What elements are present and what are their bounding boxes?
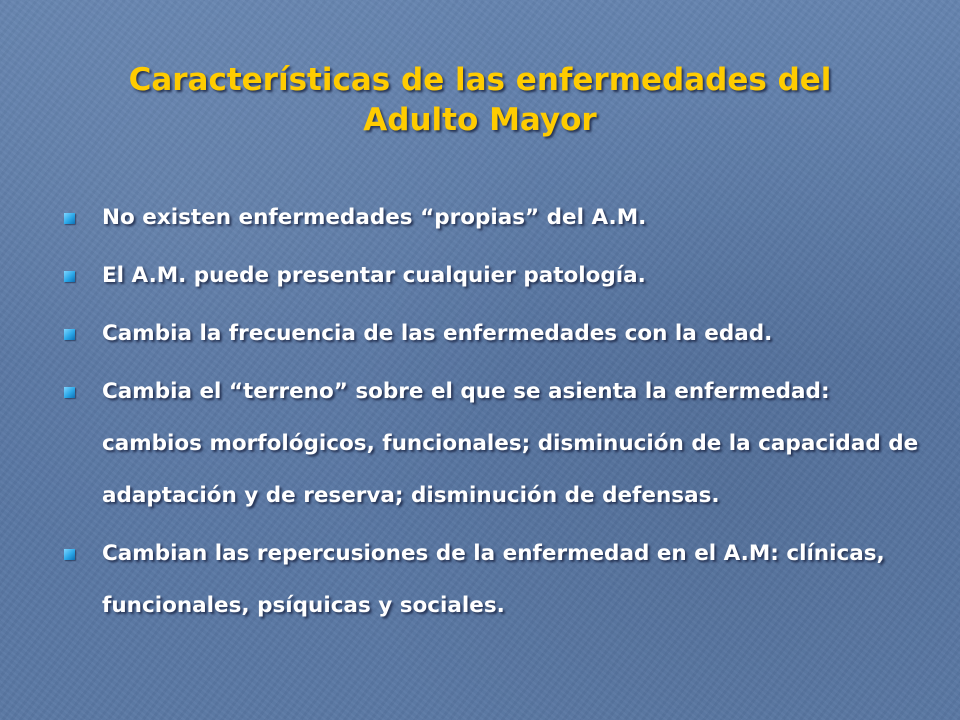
title-line-2: Adulto Mayor bbox=[363, 102, 597, 138]
square-bullet-icon bbox=[64, 387, 75, 398]
bullet-item bbox=[60, 192, 920, 244]
bullet-text: El A.M. puede presentar cualquier patología. bbox=[102, 263, 646, 288]
bullet-item bbox=[60, 528, 920, 632]
square-bullet-icon bbox=[64, 271, 75, 282]
title-line-1: Características de las enfermedades del bbox=[128, 62, 832, 98]
bullet-text: No existen enfermedades “propias” del A.M. bbox=[102, 205, 647, 230]
bullet-text: Cambian las repercusiones de la enfermedad en el A.M: clínicas, funcionales, psíquicas y sociales. bbox=[102, 541, 885, 618]
bullet-text: Cambia el “terreno” sobre el que se asienta la enfermedad: cambios morfológicos, funcionales; disminución de la capacidad de adaptación y de reserva; disminución de defensas. bbox=[102, 379, 919, 508]
bullet-item bbox=[60, 366, 920, 522]
bullet-item bbox=[60, 250, 920, 302]
square-bullet-icon bbox=[64, 549, 75, 560]
square-bullet-icon bbox=[64, 213, 75, 224]
bullet-text: Cambia la frecuencia de las enfermedades con la edad. bbox=[102, 321, 773, 346]
bullet-list bbox=[60, 192, 920, 638]
square-bullet-icon bbox=[64, 329, 75, 340]
slide-title bbox=[60, 60, 900, 140]
bullet-item bbox=[60, 308, 920, 360]
